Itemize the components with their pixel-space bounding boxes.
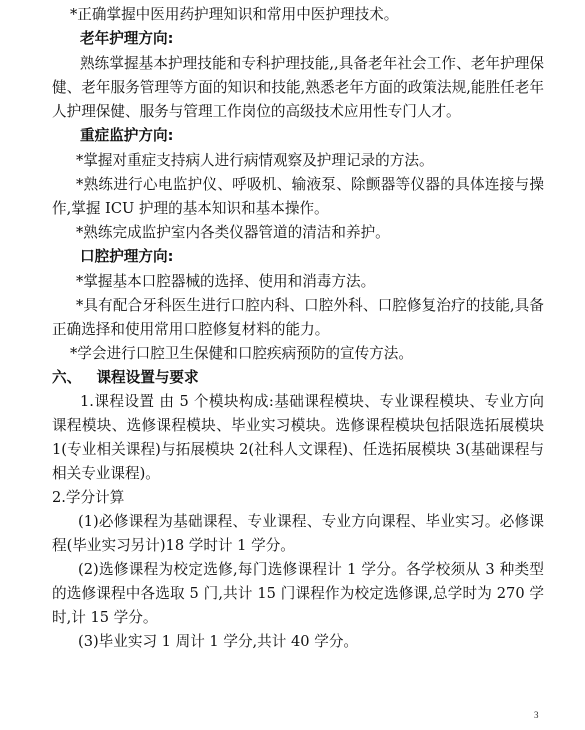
- paragraph: (2)选修课程为校定选修,每门选修课程计 1 学分。各学校须从 3 种类型的选修课程中各选取 5 门,共计 15 门课程作为校定选修课,总学时为 270 学时,计 15 学分。: [52, 561, 544, 626]
- page-number: 3: [534, 710, 539, 720]
- section-number: 六、: [52, 369, 82, 386]
- paragraph: *具有配合牙科医生进行口腔内科、口腔外科、口腔修复治疗的技能,具备正确选择和使用常用口腔修复材料的能力。: [52, 297, 544, 338]
- section-title: 课程设置与要求: [96, 369, 199, 386]
- paragraph: *正确掌握中医用药护理知识和常用中医护理技术。: [70, 6, 399, 23]
- paragraph: 2.学分计算: [52, 489, 125, 506]
- paragraph: (3)毕业实习 1 周计 1 学分,共计 40 学分。: [78, 633, 359, 650]
- subsection-heading: 口腔护理方向:: [80, 248, 174, 265]
- subsection-heading: 老年护理方向:: [80, 30, 174, 47]
- document-body: [52, 3, 544, 654]
- paragraph: *熟练进行心电监护仪、呼吸机、输液泵、除颤器等仪器的具体连接与操作,掌握 ICU 护理的基本知识和基本操作。: [52, 176, 544, 217]
- section-heading: [52, 366, 544, 390]
- paragraph: *掌握基本口腔器械的选择、使用和消毒方法。: [76, 273, 376, 290]
- paragraph: 熟练掌握基本护理技能和专科护理技能,,具备老年社会工作、老年护理保健、老年服务管理等方面的知识和技能,熟悉老年方面的政策法规,能胜任老年人护理保健、服务与管理工作岗位的高级技术应用性专门人才。: [52, 55, 544, 120]
- paragraph: *掌握对重症支持病人进行病情观察及护理记录的方法。: [76, 152, 434, 169]
- paragraph: 1.课程设置 由 5 个模块构成:基础课程模块、专业课程模块、专业方向课程模块、选修课程模块、毕业实习模块。选修课程模块包括限选拓展模块 1(专业相关课程)与拓展模块 2(社科人文课程)、任选拓展模块 3(基础课程与相关专业课程)。: [52, 393, 544, 482]
- subsection-heading: 重症监护方向:: [80, 127, 174, 144]
- section-spacer: [81, 369, 96, 386]
- paragraph: *熟练完成监护室内各类仪器管道的清洁和养护。: [76, 224, 390, 241]
- paragraph: *学会进行口腔卫生保健和口腔疾病预防的宣传方法。: [70, 345, 413, 362]
- paragraph: (1)必修课程为基础课程、专业课程、专业方向课程、毕业实习。必修课程(毕业实习另计)18 学时计 1 学分。: [52, 513, 544, 554]
